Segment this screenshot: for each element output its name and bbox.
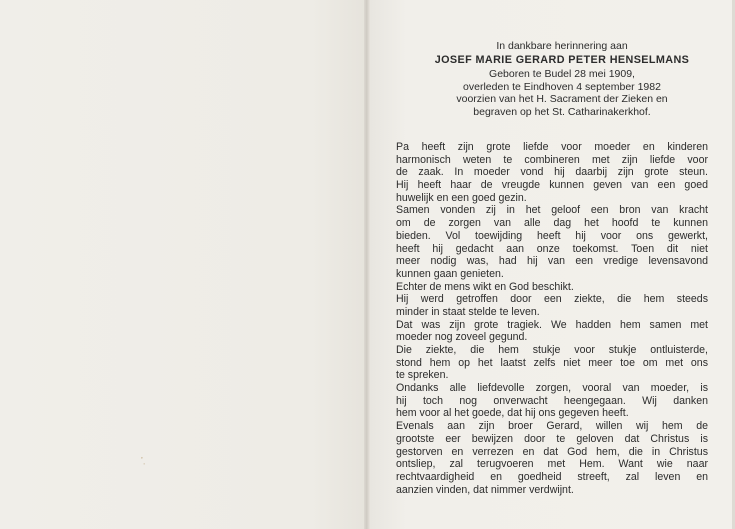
birth-line: Geboren te Budel 28 mei 1909, [489,68,635,81]
text-line: rechtvaardigheid en goedheid streeft, zal leven en [396,470,708,483]
text-line: aanzien vinden, dat nimmer verdwijnt. [396,483,574,496]
text-line: ontsliep, zal terugvoeren met Hem. Want wie naar [396,458,708,471]
sacrament-line: voorzien van het H. Sacrament der Zieken en [456,93,668,106]
text-line: Die ziekte, die hem stukje voor stukje ontluisterde, [396,344,708,356]
text-line: harmonisch weten te combineren met zijn liefde voor [396,153,708,166]
text-line: moeder nog zoveel gegund. [396,331,528,344]
memorial-text [396,141,708,496]
text-line: Hij heeft haar de vreugde kunnen geven van een goed [396,179,708,192]
memorial-heading [412,40,712,119]
text-line: heeft hij gedacht aan onze toekomst. Toen dit niet [396,242,708,255]
text-line: Samen vonden zij in het geloof een bron van kracht [396,204,708,217]
text-line: de zaak. In moeder vond hij daarbij zijn grote steun. [396,166,708,179]
text-line: stond hem op het laatst zelfs niet meer toe om met ons [396,356,708,369]
death-line: overleden te Eindhoven 4 september 1982 [463,80,661,93]
text-line: kunnen gaan genieten. [396,267,504,280]
text-line: te spreken. [396,369,449,382]
deceased-name: JOSEF MARIE GERARD PETER HENSELMANS [434,53,690,66]
text-line: hem voor al het goede, dat hij ons gegeven heeft. [396,407,629,420]
text-line: minder in staat stelde te leven. [396,305,540,318]
burial-line: begraven op het St. Catharinakerkhof. [473,105,651,118]
text-line: Echter de mens wikt en God beschikt. [396,280,574,293]
text-line: gestorven en verrezen en dat God hem, die in Christus [396,445,708,458]
text-line: huwelijk en een goed gezin. [396,191,527,204]
text-line: hij toch nog onverwacht heengegaan. Wij danken [396,394,708,407]
text-line: Hij werd getroffen door een ziekte, die hem steeds [396,293,708,306]
text-line: grootste eer bewijzen door te geloven dat Christus is [396,432,708,445]
left-page-blank [0,0,366,529]
text-line: Pa heeft zijn grote liefde voor moeder en kinderen [396,141,708,153]
text-line: bieden. Vol toewijding heeft hij voor ons gewerkt, [396,229,708,242]
text-line: Ondanks alle liefdevolle zorgen, vooral van moeder, is [396,382,708,395]
dedication-line: In dankbare herinnering aan [496,40,628,52]
text-line: om de zorgen van alle dag het hoofd te kunnen [396,217,708,230]
ink-smudge-mark: ’ˌ [141,456,146,465]
text-line: meer nodig was, had hij van een vredige levensavond [396,255,708,268]
text-line: Dat was zijn grote tragiek. We hadden hem samen met [396,318,708,331]
text-line: Evenals aan zijn broer Gerard, willen wij hem de [396,420,708,433]
